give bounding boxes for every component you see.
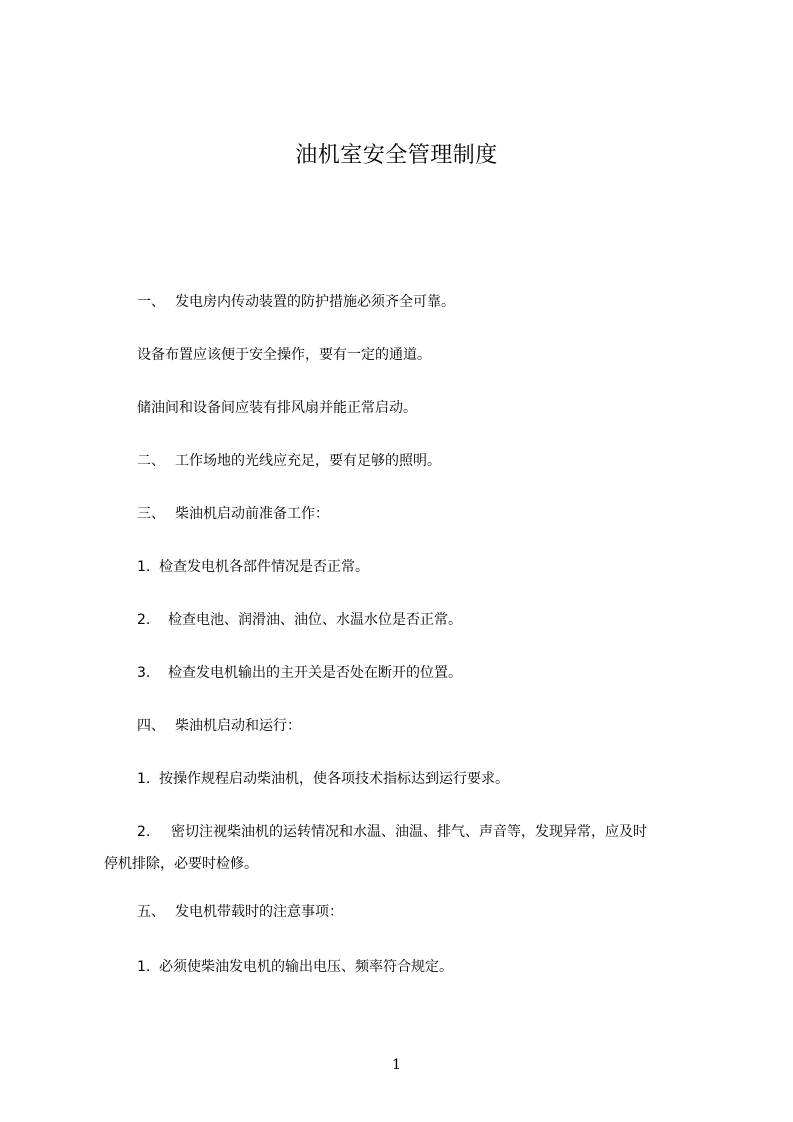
list-item-wrapped [104,816,704,880]
list-item [137,769,509,789]
section-number: 四、 [137,718,165,734]
paragraph-line [137,902,343,922]
paragraph-text: 柴油机启动前准备工作： [175,506,329,522]
list-item [137,957,453,977]
list-item [137,663,462,683]
item-text: 检查电池、润滑油、油位、水温水位是否正常。 [168,612,462,628]
paragraph-line [137,292,455,312]
item-number: 2. [137,612,151,628]
paragraph-line [137,345,431,365]
section-number: 三、 [137,506,165,522]
paragraph-line [137,398,417,418]
item-number: 3. [137,665,151,681]
item-text: 检查发电机各部件情况是否正常。 [159,559,369,575]
paragraph-text: 设备布置应该便于安全操作，要有一定的通道。 [137,347,431,363]
section-number: 一、 [137,294,165,310]
paragraph-text: 工作场地的光线应充足，要有足够的照明。 [175,453,441,469]
section-number: 五、 [137,904,165,920]
item-number: 1. [137,959,151,975]
document-title: 油机室安全管理制度 [295,143,498,168]
item-text: 必须使柴油发电机的输出电压、频率符合规定。 [159,959,453,975]
item-number: 1. [137,559,151,575]
paragraph-text: 储油间和设备间应装有排风扇并能正常启动。 [137,400,417,416]
paragraph-text: 发电机带载时的注意事项： [175,904,343,920]
item-first-line [104,816,704,848]
list-item [137,557,369,577]
item-number: 1. [137,771,151,787]
item-continuation: 停机排除，必要时检修。 [104,856,258,872]
page-number: 1 [392,1057,401,1073]
item-number: 2. [137,824,151,840]
item-text: 检查发电机输出的主开关是否处在断开的位置。 [168,665,462,681]
paragraph-line [137,451,441,471]
item-text: 密切注视柴油机的运转情况和水温、油温、排气、声音等，发现异常，应及时 [171,824,647,840]
section-number: 二、 [137,453,165,469]
item-text: 按操作规程启动柴油机，使各项技术指标达到运行要求。 [159,771,509,787]
paragraph-text: 发电房内传动装置的防护措施必须齐全可靠。 [175,294,455,310]
list-item [137,610,462,630]
paragraph-line [137,504,329,524]
paragraph-line [137,716,301,736]
paragraph-text: 柴油机启动和运行： [175,718,301,734]
